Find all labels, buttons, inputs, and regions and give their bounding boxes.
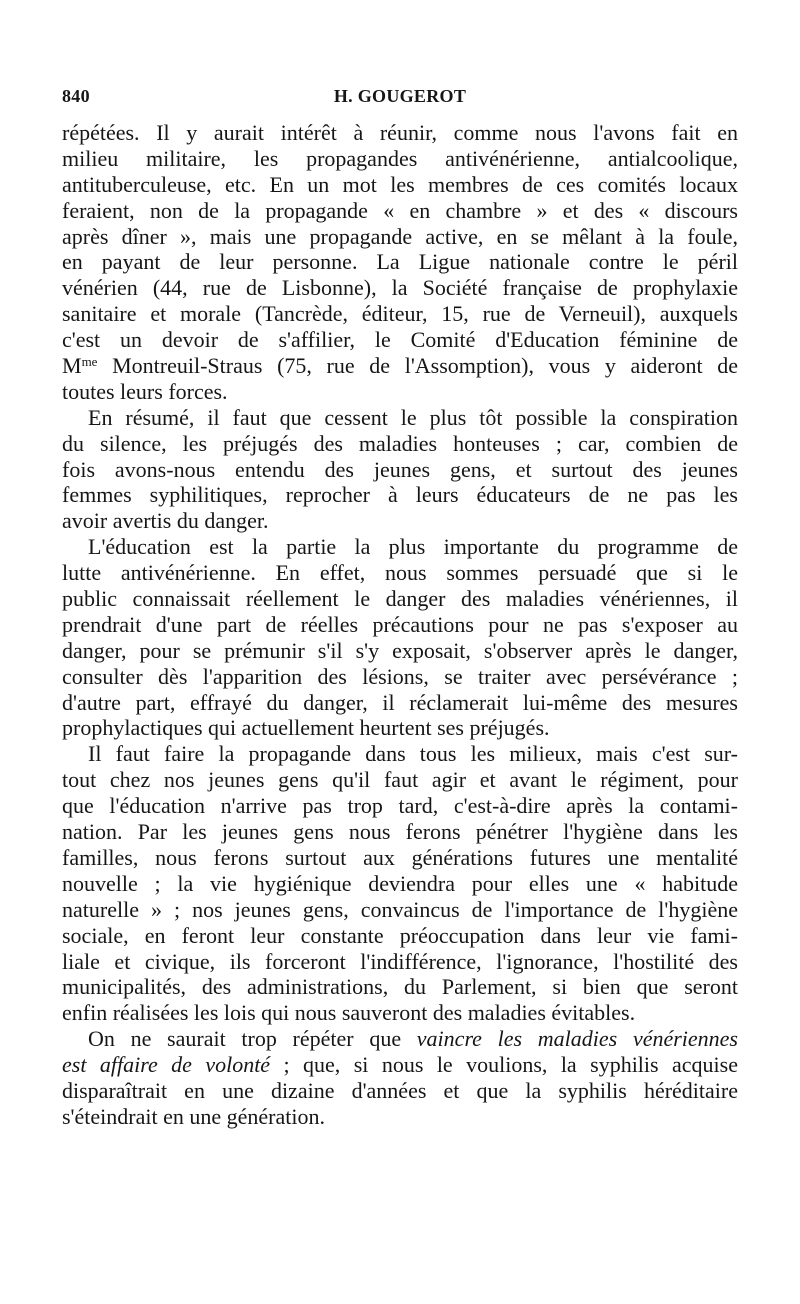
book-page [62, 86, 738, 1130]
text-line: enfin réalisées les lois qui nous sauveront des maladies évitables. [62, 1000, 636, 1026]
text-line: naturelle » ; nos jeunes gens, convaincus de l'importance de l'hygiène [62, 896, 738, 922]
text-line: prophylactiques qui actuellement heurtent ses préjugés. [62, 715, 550, 741]
text-fragment: ; que, si nous le voulions, la syphilis acquise [270, 1052, 738, 1078]
text-line [62, 353, 738, 379]
text-line: femmes syphilitiques, reprocher à leurs éducateurs de ne pas les [62, 482, 738, 508]
text-line: disparaîtrait en une dizaine d'années et que la syphilis héréditaire [62, 1077, 738, 1103]
text-line: tout chez nos jeunes gens qu'il faut agir et avant le régiment, pour [62, 767, 738, 793]
running-head [62, 86, 738, 120]
text-line: nouvelle ; la vie hygiénique deviendra pour elles une « habitude [62, 870, 738, 896]
page-number: 840 [62, 86, 90, 106]
text-line: danger, pour se prémunir s'il s'y exposait, s'observer après le danger, [62, 637, 738, 663]
text-line: familles, nous ferons surtout aux générations futures une mentalité [62, 844, 738, 870]
text-line: s'éteindrait en une génération. [62, 1103, 325, 1129]
paragraph [62, 405, 738, 534]
text-line: prendrait d'une part de réelles précautions pour ne pas s'exposer au [62, 611, 738, 637]
text-line: liale et civique, ils forceront l'indifférence, l'ignorance, l'hostilité des [62, 948, 738, 974]
text-line: vénérien (44, rue de Lisbonne), la Société française de prophylaxie [62, 275, 738, 301]
text-line: Il faut faire la propagande dans tous les milieux, mais c'est sur- [88, 741, 738, 767]
text-line: que l'éducation n'arrive pas trop tard, c'est-à-dire après la contami- [62, 793, 738, 819]
text-line [62, 1026, 738, 1052]
text-line: du silence, les préjugés des maladies honteuses ; car, combien de [62, 430, 738, 456]
text-line: lutte antivénérienne. En effet, nous sommes persuadé que si le [62, 560, 738, 586]
paragraph [62, 741, 738, 1026]
text-line [62, 1052, 738, 1078]
text-line: avoir avertis du danger. [62, 508, 269, 534]
text-line: d'autre part, effrayé du danger, il réclamerait lui-même des mesures [62, 689, 738, 715]
text-line: c'est un devoir de s'affilier, le Comité d'Education féminine de [62, 327, 738, 353]
running-head-author: H. GOUGEROT [333, 86, 467, 106]
body-text [62, 120, 738, 1130]
text-fragment: Montreuil-Straus (75, rue de l'Assomption), vous y aideront de [97, 353, 738, 379]
mme-superscript: me [81, 354, 98, 370]
paragraph [62, 120, 738, 405]
text-fragment: On ne saurait trop répéter que [88, 1026, 417, 1052]
text-line: public connaissait réellement le danger des maladies vénériennes, il [62, 586, 738, 612]
text-line: L'éducation est la partie la plus importante du programme de [88, 534, 738, 560]
text-line: sociale, en feront leur constante préoccupation dans leur vie fami- [62, 922, 738, 948]
italic-emphasis: vaincre les maladies vénériennes [416, 1026, 738, 1052]
text-line: milieu militaire, les propagandes antivénérienne, antialcoolique, [62, 145, 738, 171]
text-line: antituberculeuse, etc. En un mot les membres de ces comités locaux [62, 171, 738, 197]
text-line: sanitaire et morale (Tancrède, éditeur, 15, rue de Verneuil), auxquels [62, 301, 738, 327]
text-line: fois avons-nous entendu des jeunes gens, et surtout des jeunes [62, 456, 738, 482]
text-line: toutes leurs forces. [62, 378, 228, 404]
text-line: municipalités, des administrations, du Parlement, si bien que seront [62, 974, 738, 1000]
text-line: répétées. Il y aurait intérêt à réunir, comme nous l'avons fait en [62, 120, 738, 145]
text-line: feraient, non de la propagande « en chambre » et des « discours [62, 197, 738, 223]
text-line: consulter dès l'apparition des lésions, se traiter avec persévérance ; [62, 663, 738, 689]
text-line: En résumé, il faut que cessent le plus tôt possible la conspiration [88, 404, 738, 430]
paragraph [62, 534, 738, 741]
italic-emphasis: est affaire de volonté [62, 1052, 271, 1078]
mme-abbrev: M [62, 353, 82, 379]
text-line: en payant de leur personne. La Ligue nationale contre le péril [62, 249, 738, 275]
text-line: après dîner », mais une propagande active, en se mêlant à la foule, [62, 223, 738, 249]
paragraph [62, 1026, 738, 1130]
text-line: nation. Par les jeunes gens nous ferons pénétrer l'hygiène dans les [62, 819, 738, 845]
